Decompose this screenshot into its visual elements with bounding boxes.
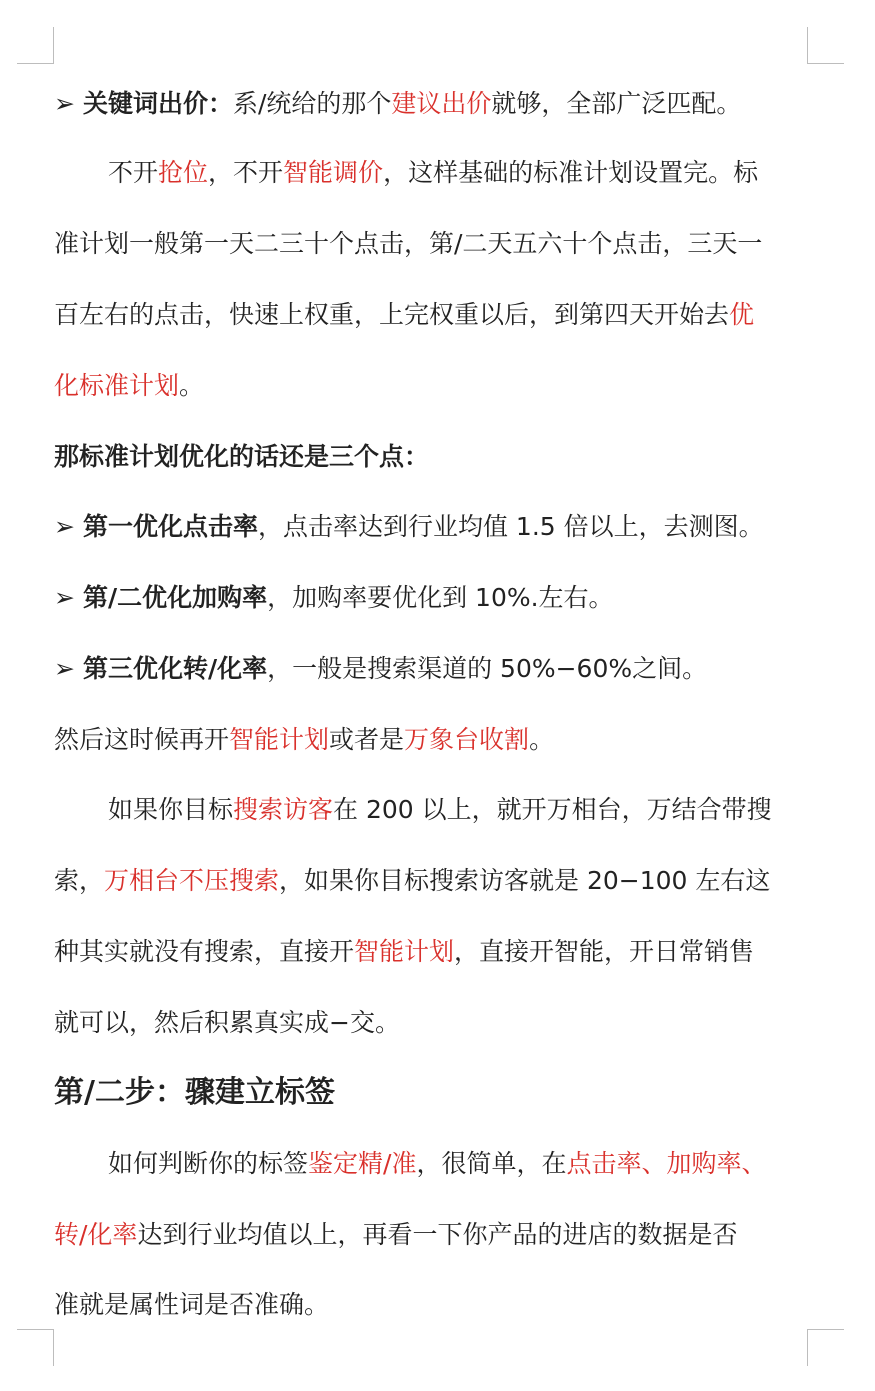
highlighted-term: 化标准计划 — [54, 371, 180, 400]
bold-text: 第一优化点击率 — [82, 512, 258, 541]
para-standard-plan-line-3 — [54, 280, 814, 350]
highlighted-term: 智能调价 — [283, 158, 384, 187]
text-run: 不开 — [108, 158, 159, 187]
text-run: 或者是 — [329, 725, 405, 754]
bullet-arrow-icon: ➢ — [54, 512, 75, 541]
para-search-visitors-line-3 — [54, 917, 814, 987]
bullet-optimize-conversion — [54, 634, 814, 704]
text-run: ，加购率要优化到 10%.左右。 — [267, 583, 614, 612]
bullet-arrow-icon: ➢ — [54, 654, 75, 683]
text-run: ，不开 — [208, 158, 284, 187]
bold-text: 第三优化转/化率 — [82, 654, 268, 683]
text-run: 在 200 以上，就开万相台，万结合带搜 — [333, 795, 772, 824]
para-then-open — [54, 705, 814, 775]
text-run: ，直接开智能，开日常销售 — [454, 937, 755, 966]
para-search-visitors-line-4 — [54, 988, 814, 1058]
highlighted-term: 万象台收割 — [404, 725, 530, 754]
bullet-optimize-ctr — [54, 492, 814, 562]
section-heading-step-2 — [54, 1058, 814, 1128]
bold-text: 第/二优化加购率 — [82, 583, 268, 612]
highlighted-term: 建议出价 — [391, 89, 492, 118]
page-corner-mark-top-right — [807, 27, 844, 64]
highlighted-term: 智能计划 — [229, 725, 330, 754]
highlighted-term: 点击率、加购率、 — [566, 1149, 767, 1178]
bullet-arrow-icon: ➢ — [54, 89, 75, 118]
text-run: ，很简单，在 — [416, 1149, 567, 1178]
text-run: 。 — [529, 725, 555, 754]
text-run: ，如果你目标搜索访客就是 20−100 左右这 — [279, 866, 771, 895]
text-run: 。 — [179, 371, 205, 400]
subheading-three-points — [54, 422, 814, 492]
text-run: 如何判断你的标签 — [108, 1149, 309, 1178]
highlighted-term: 转/化率 — [54, 1220, 138, 1249]
text-run: 达到行业均值以上，再看一下你产品的进店的数据是否 — [137, 1220, 738, 1249]
para-standard-plan-line-2 — [54, 209, 814, 279]
bold-text: 第/二步：骤建立标签 — [54, 1075, 335, 1110]
bullet-keyword-bid — [54, 69, 814, 139]
text-run: 索， — [54, 866, 105, 895]
text-run: 准就是属性词是否准确。 — [54, 1290, 330, 1319]
text-run: 准计划一般第一天二三十个点击，第/二天五六十个点击，三天一 — [54, 229, 763, 258]
bold-text: 关键词出价： — [82, 89, 233, 118]
para-search-visitors-line-2 — [54, 846, 814, 916]
para-standard-plan-line-1 — [54, 138, 814, 208]
highlighted-term: 万相台不压搜索 — [104, 866, 280, 895]
page-corner-mark-bottom-left — [17, 1329, 54, 1366]
bold-text: 那标准计划优化的话还是三个点： — [54, 442, 430, 471]
text-run: 然后这时候再开 — [54, 725, 230, 754]
text-run: 就可以，然后积累真实成−交。 — [54, 1008, 400, 1037]
para-search-visitors-line-1 — [54, 775, 814, 845]
text-run: 种其实就没有搜索，直接开 — [54, 937, 355, 966]
text-run: 就够，全部广泛匹配。 — [491, 89, 742, 118]
text-run: ，这样基础的标准计划设置完。标 — [383, 158, 759, 187]
text-run: ，点击率达到行业均值 1.5 倍以上，去测图。 — [257, 512, 764, 541]
page-corner-mark-top-left — [17, 27, 54, 64]
para-tag-line-2 — [54, 1200, 814, 1270]
bullet-optimize-cart-rate — [54, 563, 814, 633]
text-run: 系/统给的那个 — [232, 89, 392, 118]
highlighted-term: 优 — [729, 300, 755, 329]
text-run: 百左右的点击，快速上权重，上完权重以后，到第四天开始去 — [54, 300, 730, 329]
highlighted-term: 智能计划 — [354, 937, 455, 966]
highlighted-term: 抢位 — [158, 158, 209, 187]
para-tag-line-1 — [54, 1129, 814, 1199]
highlighted-term: 搜索访客 — [233, 795, 334, 824]
text-run: ，一般是搜索渠道的 50%−60%之间。 — [267, 654, 708, 683]
para-tag-line-3 — [54, 1270, 814, 1340]
para-standard-plan-line-4 — [54, 351, 814, 421]
highlighted-term: 鉴定精/准 — [308, 1149, 417, 1178]
bullet-arrow-icon: ➢ — [54, 583, 75, 612]
text-run: 如果你目标 — [108, 795, 234, 824]
